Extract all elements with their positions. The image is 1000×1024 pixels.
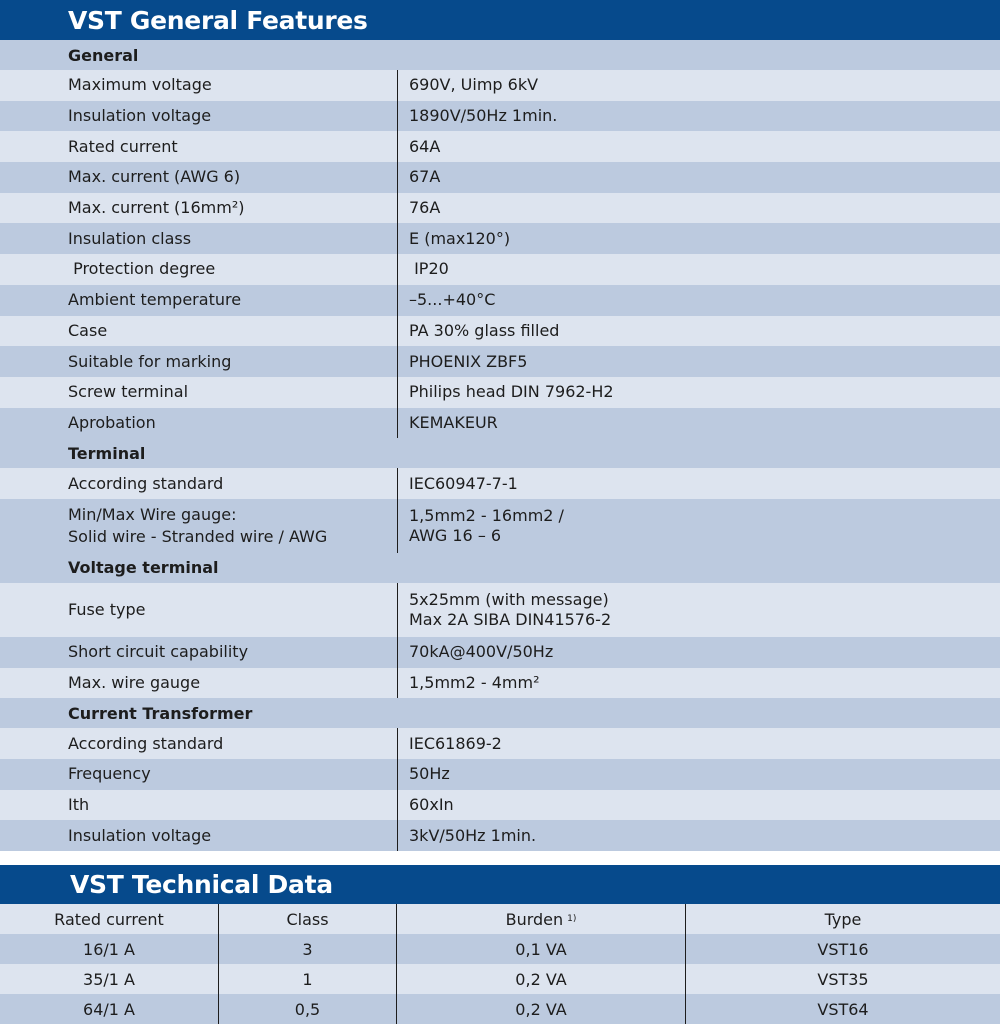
spec-row bbox=[0, 583, 1000, 637]
spec-value-line: IEC61869-2 bbox=[409, 733, 502, 753]
spec-value bbox=[397, 637, 1000, 668]
spec-label: Max. current (16mm²) bbox=[68, 198, 245, 218]
spec-row bbox=[0, 668, 1000, 699]
tech-type: VST16 bbox=[685, 934, 1000, 964]
spec-row bbox=[0, 285, 1000, 316]
spec-label: Max. current (AWG 6) bbox=[68, 167, 241, 187]
group-header: General bbox=[0, 40, 1000, 70]
tech-rated-current: 35/1 A bbox=[83, 969, 135, 989]
spec-label: According standard bbox=[68, 473, 224, 493]
tech-burden: 0,2 VA bbox=[396, 994, 685, 1024]
general-features-title: VST General Features bbox=[0, 0, 1000, 40]
spec-value bbox=[397, 162, 1000, 193]
spec-row bbox=[0, 223, 1000, 254]
spec-label: Insulation voltage bbox=[68, 825, 212, 845]
group-header: Terminal bbox=[0, 438, 1000, 468]
tech-header-burden-label: Burden bbox=[505, 909, 564, 929]
spec-value-line: PA 30% glass filled bbox=[409, 320, 560, 340]
spec-label: Protection degree bbox=[68, 259, 216, 279]
group-header: Voltage terminal bbox=[0, 553, 1000, 583]
spec-row bbox=[0, 408, 1000, 439]
tech-burden: 0,2 VA bbox=[396, 964, 685, 994]
tech-row bbox=[0, 964, 1000, 994]
tech-type: VST35 bbox=[685, 964, 1000, 994]
tech-rated-current: 16/1 A bbox=[83, 939, 135, 959]
spec-value-line: E (max120°) bbox=[409, 228, 511, 248]
spec-value-line: Philips head DIN 7962-H2 bbox=[409, 382, 614, 402]
spec-value-line: 1890V/50Hz 1min. bbox=[409, 106, 558, 126]
spec-value bbox=[397, 193, 1000, 224]
spec-value bbox=[397, 346, 1000, 377]
spec-value-line: 1,5mm2 - 4mm² bbox=[409, 672, 540, 692]
spec-value-line: IP20 bbox=[409, 259, 449, 279]
spec-label: Rated current bbox=[68, 136, 178, 156]
spec-value bbox=[397, 499, 1000, 553]
spec-row bbox=[0, 499, 1000, 553]
spec-label: Frequency bbox=[68, 764, 151, 784]
spec-row bbox=[0, 759, 1000, 790]
spec-label: Insulation class bbox=[68, 228, 192, 248]
spec-value bbox=[397, 668, 1000, 699]
tech-header-burden bbox=[396, 904, 685, 934]
spec-row bbox=[0, 131, 1000, 162]
spec-value-line: 60xIn bbox=[409, 795, 454, 815]
spec-value bbox=[397, 316, 1000, 347]
spec-value-line: Max 2A SIBA DIN41576-2 bbox=[409, 609, 612, 629]
spec-row bbox=[0, 377, 1000, 408]
spec-value bbox=[397, 131, 1000, 162]
tech-header-type: Type bbox=[685, 904, 1000, 934]
spec-row bbox=[0, 162, 1000, 193]
spec-value-line: AWG 16 – 6 bbox=[409, 525, 502, 545]
section-divider bbox=[0, 851, 1000, 865]
spec-value bbox=[397, 790, 1000, 821]
spec-value bbox=[397, 759, 1000, 790]
spec-value-line: PHOENIX ZBF5 bbox=[409, 351, 528, 371]
spec-value-line: 1,5mm2 - 16mm2 / bbox=[409, 505, 564, 525]
spec-row bbox=[0, 316, 1000, 347]
spec-value bbox=[397, 583, 1000, 637]
spec-label-line: Min/Max Wire gauge: bbox=[68, 504, 237, 524]
tech-header-rated-current: Rated current bbox=[54, 909, 164, 929]
spec-value-line: –5...+40°C bbox=[409, 290, 496, 310]
features-table bbox=[0, 40, 1000, 851]
tech-burden: 0,1 VA bbox=[396, 934, 685, 964]
technical-data-title: VST Technical Data bbox=[0, 865, 1000, 904]
spec-row bbox=[0, 254, 1000, 285]
spec-row bbox=[0, 346, 1000, 377]
spec-value-line: KEMAKEUR bbox=[409, 412, 498, 432]
spec-value-line: 76A bbox=[409, 198, 441, 218]
spec-row bbox=[0, 637, 1000, 668]
technical-table bbox=[0, 934, 1000, 1024]
spec-label-line: Solid wire - Stranded wire / AWG bbox=[68, 526, 328, 546]
spec-label: Ambient temperature bbox=[68, 290, 242, 310]
spec-value bbox=[397, 408, 1000, 439]
spec-label: Ith bbox=[68, 795, 90, 815]
spec-value bbox=[397, 728, 1000, 759]
spec-row bbox=[0, 101, 1000, 132]
spec-row bbox=[0, 790, 1000, 821]
spec-value-line: 67A bbox=[409, 167, 441, 187]
spec-value-line: 64A bbox=[409, 136, 441, 156]
spec-row bbox=[0, 728, 1000, 759]
spec-value-line: IEC60947-7-1 bbox=[409, 473, 518, 493]
spec-label: Max. wire gauge bbox=[68, 672, 201, 692]
spec-value-line: 50Hz bbox=[409, 764, 450, 784]
spec-label: Aprobation bbox=[68, 412, 156, 432]
tech-type: VST64 bbox=[685, 994, 1000, 1024]
spec-value bbox=[397, 223, 1000, 254]
tech-row bbox=[0, 934, 1000, 964]
spec-value bbox=[397, 285, 1000, 316]
spec-value bbox=[397, 70, 1000, 101]
spec-label: Case bbox=[68, 320, 108, 340]
tech-rated-current: 64/1 A bbox=[83, 999, 135, 1019]
spec-row bbox=[0, 820, 1000, 851]
tech-class: 0,5 bbox=[218, 994, 396, 1024]
tech-header-class: Class bbox=[218, 904, 396, 934]
spec-label bbox=[0, 504, 397, 548]
spec-row bbox=[0, 193, 1000, 224]
spec-value bbox=[397, 820, 1000, 851]
spec-value bbox=[397, 468, 1000, 499]
tech-header-row bbox=[0, 904, 1000, 934]
spec-label: Fuse type bbox=[68, 599, 146, 619]
technical-data-section bbox=[0, 865, 1000, 1024]
spec-label: According standard bbox=[68, 733, 224, 753]
spec-row bbox=[0, 468, 1000, 499]
group-header: Current Transformer bbox=[0, 698, 1000, 728]
spec-value-line: 5x25mm (with message) bbox=[409, 589, 609, 609]
spec-value bbox=[397, 377, 1000, 408]
spec-label: Short circuit capability bbox=[68, 642, 249, 662]
spec-value-line: 70kA@400V/50Hz bbox=[409, 642, 554, 662]
spec-value-line: 690V, Uimp 6kV bbox=[409, 75, 539, 95]
tech-class: 3 bbox=[218, 934, 396, 964]
spec-label: Screw terminal bbox=[68, 382, 189, 402]
spec-label: Suitable for marking bbox=[68, 351, 232, 371]
spec-row bbox=[0, 70, 1000, 101]
spec-value-line: 3kV/50Hz 1min. bbox=[409, 825, 537, 845]
spec-value bbox=[397, 254, 1000, 285]
spec-value bbox=[397, 101, 1000, 132]
spec-label: Insulation voltage bbox=[68, 106, 212, 126]
tech-class: 1 bbox=[218, 964, 396, 994]
spec-label: Maximum voltage bbox=[68, 75, 212, 95]
burden-footnote: 1) bbox=[567, 914, 577, 925]
